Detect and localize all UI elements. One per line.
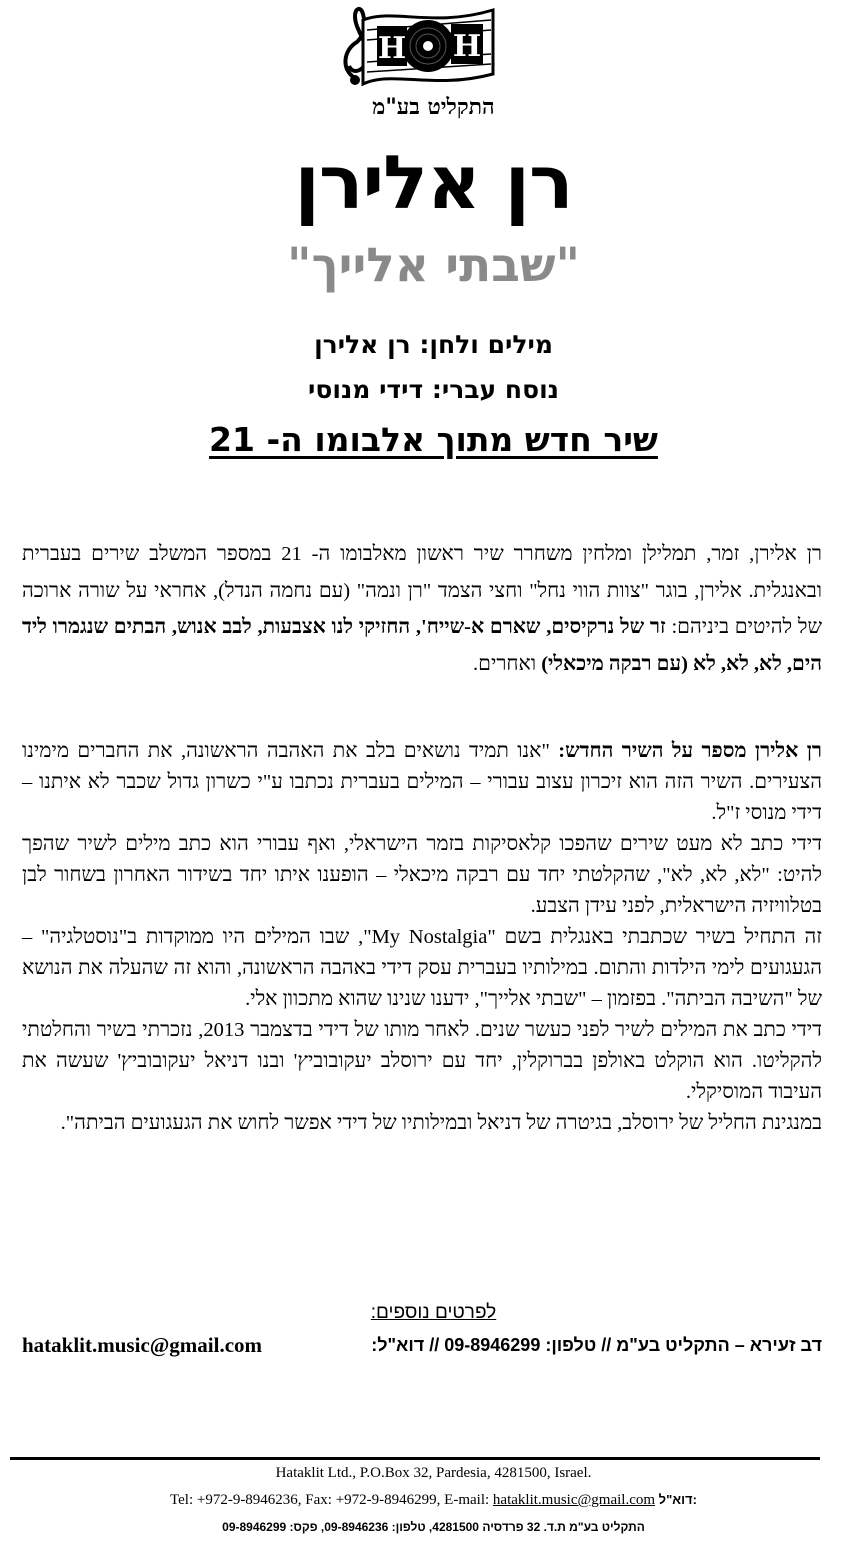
record-disc-icon [402, 20, 454, 72]
quote-paragraph [22, 736, 822, 1139]
footer-address-he: התקליט בע"מ ת.ד. 32 פרדסיה 4281500, טלפון: 09-8946236, פקס: 09-8946299 [222, 1520, 645, 1534]
footer-email-label-he: דוא"ל: [655, 1492, 697, 1507]
quote-text-2: דידי כתב לא מעט שירים שהפכו קלאסיקות בזמר הישראלי, ואף עבורי הוא כתב מילים לשיר שהפך להיט: "לא, לא, לא", שהקלטתי יחד עם רבקה מיכאלי – הופענו איתו יחד בשידור האחרון בשחור לבן בטלוויזיה הישראלית, לפני עידן הצבע. [22, 833, 822, 917]
quote-text-4: דידי כתב את המילים לשיר לפני כעשר שנים. לאחר מותו של דידי בדצמבר 2013, נזכרתי בשיר והחלטתי להקליטו. הוא הוקלט באולפן בברוקלין, יחד עם ירוסלב יעקובוביץ' ובנו דניאל יעקובוביץ' שעשה את העיבוד המוסיקלי. [22, 1019, 822, 1103]
intro-end: ואחרים. [473, 652, 542, 675]
logo-letters: H [377, 31, 407, 66]
hataklit-logo [333, 0, 498, 90]
footer-divider [10, 1457, 820, 1460]
intro-text: רן אלירן, זמר, תמלילן ומלחין משחרר שיר ראשון מאלבומו ה- 21 במספר המשלב שירים בעברית ובאנגלית. אלירן, בוגר "צוות הווי נחל" וחצי הצמד "רן ונמה" (עם נחמה הנדל), אחראי על שורה ארוכה של להיטים ביניהם: [22, 543, 822, 638]
quote-text-3: זה התחיל בשיר שכתבתי באנגלית בשם "My Nostalgia", שבו המילים היו ממוקדות ב"נוסטלגיה" – הגעגועים לימי הילדות והתום. במילותיו בעברית עסק דידי באהבה הראשונה, והוא זה שהעלה את הנושא של "השיבה הביתה". בפזמון – "שבתי אלייך", ידענו שנינו שהוא מתכוון אלי. [22, 926, 822, 1010]
lyrics-music-credit: מילים ולחן: רן אלירן [314, 330, 553, 359]
song-title: "שבתי אלייך" [286, 238, 581, 293]
quote-lead: רן אלירן מספר על השיר החדש: [558, 740, 822, 762]
contact-details: דב זעירא – התקליט בע"מ // טלפון: 09-8946299 // דוא"ל: [371, 1335, 822, 1355]
footer-contacts-en [0, 1492, 867, 1509]
more-details-label: לפרטים נוספים: [370, 1302, 497, 1323]
quote-text-5: במנגינת החליל של ירוסלב, בגיטרה של דניאל ובמילותיו של דידי אפשר לחוש את הגעגועים הביתה". [60, 1112, 822, 1134]
artist-title: רן אלירן [294, 140, 573, 226]
quote-text-1: "אנו תמיד נושאים בלב את האהבה הראשונה, את החברים מימינו הצעירים. השיר הזה הוא זיכרון עצוב עבורי – המילים בעברית נכתבו ע"י כשרון גדול שכבר לא איתנו – דידי מנוסי ז"ל. [22, 740, 822, 824]
hits-list: זר של נרקיסים, שארם א-שייח', החזיקי לנו אצבעות, לבב אנוש, הבתים שנגמרו ליד הים, לא, לא, לא (עם רבקה מיכאלי) [22, 616, 822, 675]
headline: שיר חדש מתוך אלבומו ה- 21 [209, 420, 658, 459]
footer-phones: Tel: +972-9-8946236, Fax: +972-9-8946299, E-mail: [170, 1492, 493, 1508]
intro-paragraph [22, 536, 822, 682]
company-name: התקליט בע"מ [372, 94, 495, 120]
contact-email-link[interactable]: hataklit.music@gmail.com [22, 1333, 263, 1357]
footer-email-link[interactable]: hataklit.music@gmail.com [492, 1492, 656, 1508]
logo-letters: H [452, 29, 482, 64]
footer-address-en: Hataklit Ltd., P.O.Box 32, Pardesia, 4281500, Israel. [275, 1465, 592, 1481]
hebrew-version-credit: נוסח עברי: דידי מנוסי [308, 375, 559, 404]
